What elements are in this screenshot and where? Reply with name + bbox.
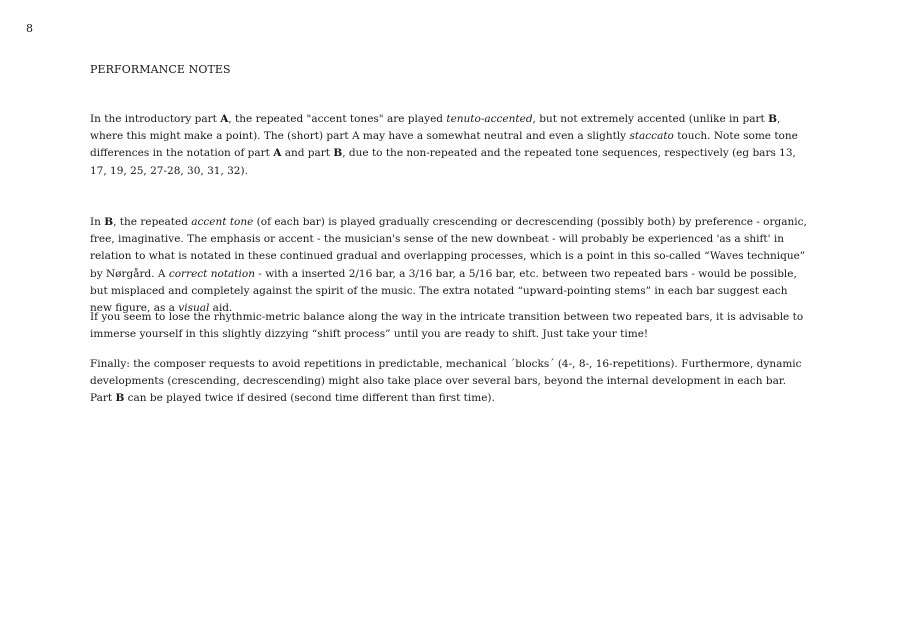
text-run: (of each bar) is played gradually crescending or decrescending (possibly both) by preference - organic, free, imaginative. The emphasis or accent - the musician's sense of the new downbeat - will probably be experienced 'as a shift' in relation to what is notated in these continued gradual and overlapping processes, which is a point in this so-called “Waves technique” by Nørgård. A [90, 216, 807, 280]
text-run: Finally: the composer requests to avoid repetitions in predictable, mechanical ´blocks´ (4-, 8-, 16-repetitions). Furthermore, dynamic developments (crescending, decrescending) might also take place over several bars, beyond the internal development in each bar. [90, 358, 802, 388]
text-run: In [90, 216, 105, 228]
page-number: 8 [26, 22, 33, 35]
section-heading: PERFORMANCE NOTES [90, 63, 231, 76]
bold-run: B [104, 216, 114, 228]
italic-run: correct notation [168, 267, 255, 280]
text-run: Part [90, 392, 116, 405]
text-run: , where this might make a point). The (short) part A may have a somewhat neutral and even a slightly [90, 113, 781, 143]
italic-run: staccato [629, 130, 674, 143]
text-run: In the introductory part [90, 113, 221, 125]
bold-run: A [273, 147, 282, 160]
text-run: touch. Note some tone differences in the notation of part [90, 130, 798, 160]
paragraph-part-b-accent [90, 214, 810, 317]
italic-run: accent tone [191, 216, 254, 228]
text-run: , the repeated "accent tones" are played [228, 113, 447, 125]
text-run: aid. [209, 302, 233, 315]
text-run: - with a inserted 2/16 bar, a 3/16 bar, a 5/16 bar, etc. between two repeated bars - would be possible, but misplaced and completely against the spirit of the music. The extra notated “upward-pointing stems” in each bar suggest each new figure, as a [90, 267, 797, 315]
paragraph-part-a-intro [90, 111, 810, 180]
bold-run: B [115, 392, 125, 405]
paragraph-final-requests [90, 356, 810, 408]
bold-run: A [220, 113, 229, 125]
text-run: If you seem to lose the rhythmic-metric balance along the way in the intricate transition between two repeated bars, it is advisable to immerse yourself in this slightly dizzying “shift process” until you are ready to shift. Just take your time! [90, 311, 804, 341]
bold-run: B [333, 147, 343, 160]
bold-run: B [768, 113, 777, 125]
text-run: , but not extremely accented (unlike in part [532, 113, 769, 125]
text-run: , due to the non-repeated and the repeated tone sequences, respectively (eg bars 13, 17, 19, 25, 27-28, 30, 31, 32). [90, 147, 796, 177]
paragraph-balance-advice [90, 309, 810, 343]
text-run: can be played twice if desired (second time different than first time). [124, 392, 495, 405]
text-run: , the repeated [113, 216, 192, 228]
text-run: and part [281, 147, 334, 160]
italic-run: visual [178, 302, 210, 315]
italic-run: tenuto-accented [446, 113, 533, 125]
